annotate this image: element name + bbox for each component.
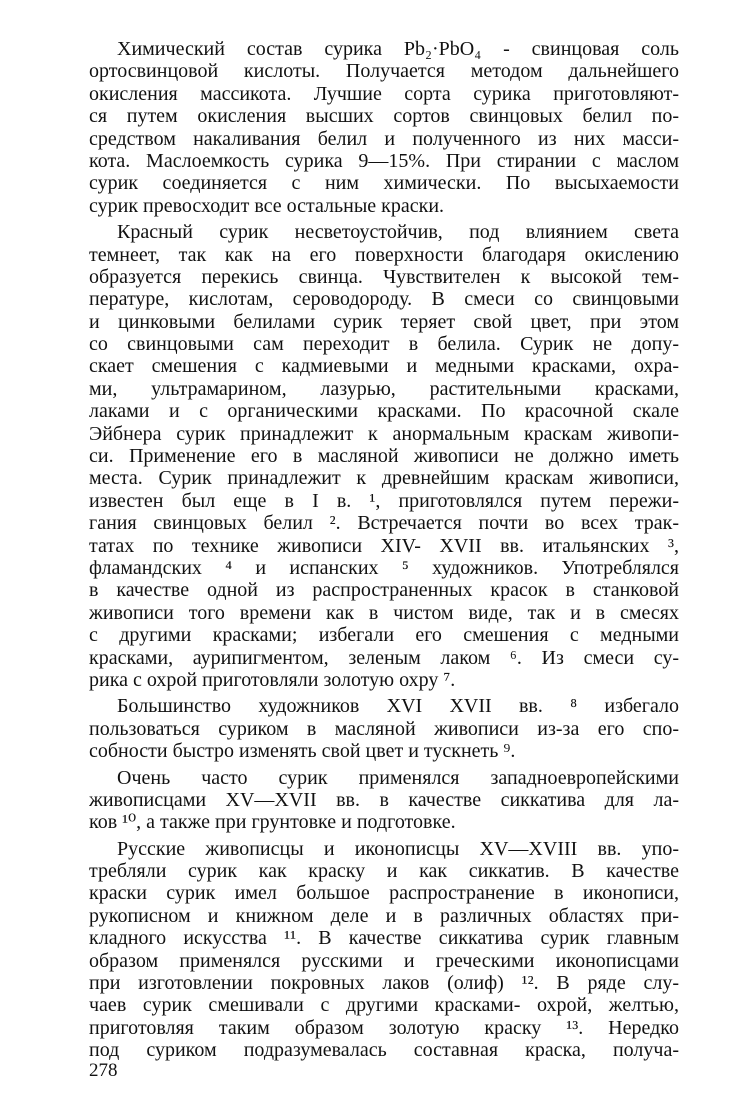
text-line: фламандских ⁴ и испанских ⁵ художников. Употреблялся [89,556,679,579]
text-line: ся путем окисления высших сортов свинцовых белил по- [89,105,679,128]
text-line: чаев сурик смешивали с другими красками- охрой, желтью, [89,994,679,1017]
text-line: рика с охрой приготовляли золотую охру ⁷. [89,668,456,691]
text-line: известен был еще в I в. ¹, приготовлялся путем пережи- [89,489,679,512]
text-line: с другими красками; избегали его смешения с медными [89,624,679,647]
text-line: сурик превосходит все остальные краски. [89,194,445,217]
text-line: Эйбнера сурик принадлежит к анормальным краскам живопи- [89,422,679,445]
paragraph [89,838,679,1062]
text-line: живописцами XV—XVII вв. в качестве сиккатива для ла- [89,788,679,811]
text-line: ми, ультрамарином, лазурью, растительными красками, [89,377,679,400]
text-line: пературе, кислотам, сероводороду. В смеси со свинцовыми [89,288,679,311]
text-line: краски сурик имел большое распространение в иконописи, [89,882,679,905]
text-line: при изготовлении покровных лаков (олиф) ¹². В ряде слу- [89,972,679,995]
paragraph [89,221,679,691]
text-line: сурик соединяется с ним химически. По высыхаемости [89,172,679,195]
paragraph [89,767,679,834]
text-line: пользоваться суриком в масляной живописи из-за его спо- [89,717,679,740]
text-line: требляли сурик как краску и как сиккатив. В качестве [89,860,679,883]
text-line: под суриком подразумевалась составная краска, получа- [89,1039,679,1062]
text-line: образом применялся русскими и греческими иконописцами [89,949,679,972]
text-line: рукописном и книжном деле и в различных областях при- [89,904,679,927]
text-line: си. Применение его в масляной живописи не должно иметь [89,445,679,468]
text-line: Очень часто сурик применялся западноевропейскими [117,766,679,789]
paragraph [89,695,679,762]
text-line: и цинковыми белилами сурик теряет свой цвет, при этом [89,310,679,333]
text-line: средством накаливания белил и полученного из них масси- [89,127,679,150]
text-line: темнеет, так как на его поверхности благодаря окислению [89,243,679,266]
text-line: Химический состав сурика Pb₂·PbO₄ - свинцовая соль [117,38,679,60]
text-line: места. Сурик принадлежит к древнейшим краскам живописи, [89,467,679,490]
text-line: скает смешения с кадмиевыми и медными красками, охра- [89,355,679,378]
text-line: со свинцовыми сам переходит в белила. Сурик не допу- [89,333,679,356]
text-line: кладного искусства ¹¹. В качестве сиккатива сурик главным [89,927,679,950]
page-number: 278 [89,1060,118,1081]
text-line: Красный сурик несветоустойчив, под влиянием света [117,221,679,244]
text-line: красками, аурипигментом, зеленым лаком ⁶. Из смеси су- [89,646,679,669]
text-line: собности быстро изменять свой цвет и тускнеть ⁹. [89,740,516,763]
text-line: приготовляя таким образом золотую краску ¹³. Нередко [89,1016,679,1039]
text-line: в качестве одной из распространенных красок в станковой [89,579,679,602]
text-line: татах по технике живописи XIV- XVII вв. итальянских ³, [89,534,679,557]
text-line: окисления массикота. Лучшие сорта сурика приготовляют- [89,82,679,105]
paragraph [89,38,679,217]
text-line: Русские живописцы и иконописцы XV—XVIII вв. упо- [117,837,679,860]
text-line: Большинство художников XVI XVII вв. ⁸ избегало [117,695,679,718]
text-line: ортосвинцовой кислоты. Получается методом дальнейшего [89,60,679,83]
text-line: кота. Маслоемкость сурика 9—15%. При стирании с маслом [89,149,679,172]
body-text [89,38,679,1062]
text-line: образуется перекись свинца. Чувствителен к высокой тем- [89,265,679,288]
text-line: живописи того времени как в чистом виде, так и в смесях [89,601,679,624]
text-line: гания свинцовых белил ². Встречается почти во всех трак- [89,512,679,535]
text-line: лаками и с органическими красками. По красочной скале [89,400,679,423]
text-line: ков ¹⁰, а также при грунтовке и подготовке. [89,811,456,834]
